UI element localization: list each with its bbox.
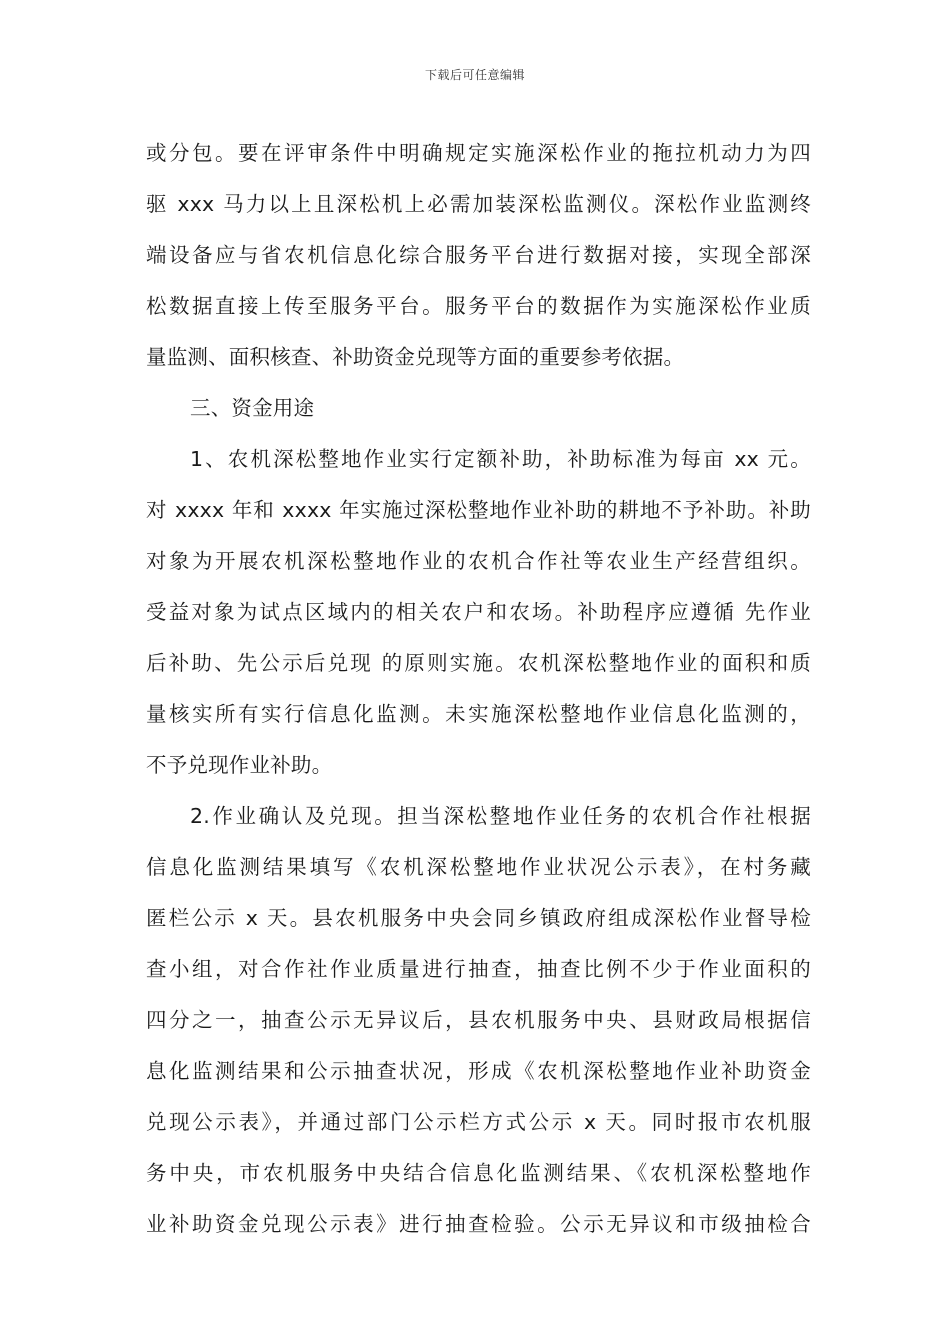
text-line: 对象为开展农机深松整地作业的农机合作社等农业生产经营组织。 (146, 549, 811, 573)
text-line: 息化监测结果和公示抽查状况，形成《农机深松整地作业补助资金 (146, 1059, 811, 1083)
text-line: 2.作业确认及兑现。担当深松整地作业任务的农机合作社根据 (190, 804, 811, 828)
page-header: 下载后可任意编辑 (424, 68, 525, 82)
text-line: 不予兑现作业补助。 (146, 753, 333, 777)
text-line: 量监测、面积核查、补助资金兑现等方面的重要参考依据。 (146, 345, 685, 369)
text-line: 匿栏公示 x 天。县农机服务中央会同乡镇政府组成深松作业督导检 (146, 906, 811, 930)
text-line: 松数据直接上传至服务平台。服务平台的数据作为实施深松作业质 (146, 294, 811, 318)
text-line: 1、农机深松整地作业实行定额补助，补助标准为每亩 xx 元。 (190, 447, 811, 471)
text-line: 三、资金用途 (190, 396, 315, 420)
text-line: 兑现公示表》，并通过部门公示栏方式公示 x 天。同时报市农机服 (146, 1110, 811, 1134)
text-line: 或分包。要在评审条件中明确规定实施深松作业的拖拉机动力为四 (146, 141, 811, 165)
text-line: 信息化监测结果填写《农机深松整地作业状况公示表》，在村务藏 (146, 855, 811, 879)
text-line: 端设备应与省农机信息化综合服务平台进行数据对接，实现全部深 (146, 243, 811, 267)
text-line: 业补助资金兑现公示表》进行抽查检验。公示无异议和市级抽检合 (146, 1212, 811, 1236)
text-line: 查小组，对合作社作业质量进行抽查，抽查比例不少于作业面积的 (146, 957, 811, 981)
text-line: 驱 xxx 马力以上且深松机上必需加装深松监测仪。深松作业监测终 (146, 192, 811, 216)
text-line: 务中央，市农机服务中央结合信息化监测结果、《农机深松整地作 (146, 1161, 811, 1185)
text-line: 对 xxxx 年和 xxxx 年实施过深松整地作业补助的耕地不予补助。补助 (146, 498, 811, 522)
text-line: 四分之一，抽查公示无异议后，县农机服务中央、县财政局根据信 (146, 1008, 811, 1032)
text-line: 受益对象为试点区域内的相关农户和农场。补助程序应遵循 先作业 (146, 600, 811, 624)
text-line: 量核实所有实行信息化监测。未实施深松整地作业信息化监测的， (146, 702, 811, 726)
document-body (146, 128, 811, 1250)
text-line: 后补助、先公示后兑现 的原则实施。农机深松整地作业的面积和质 (146, 651, 811, 675)
